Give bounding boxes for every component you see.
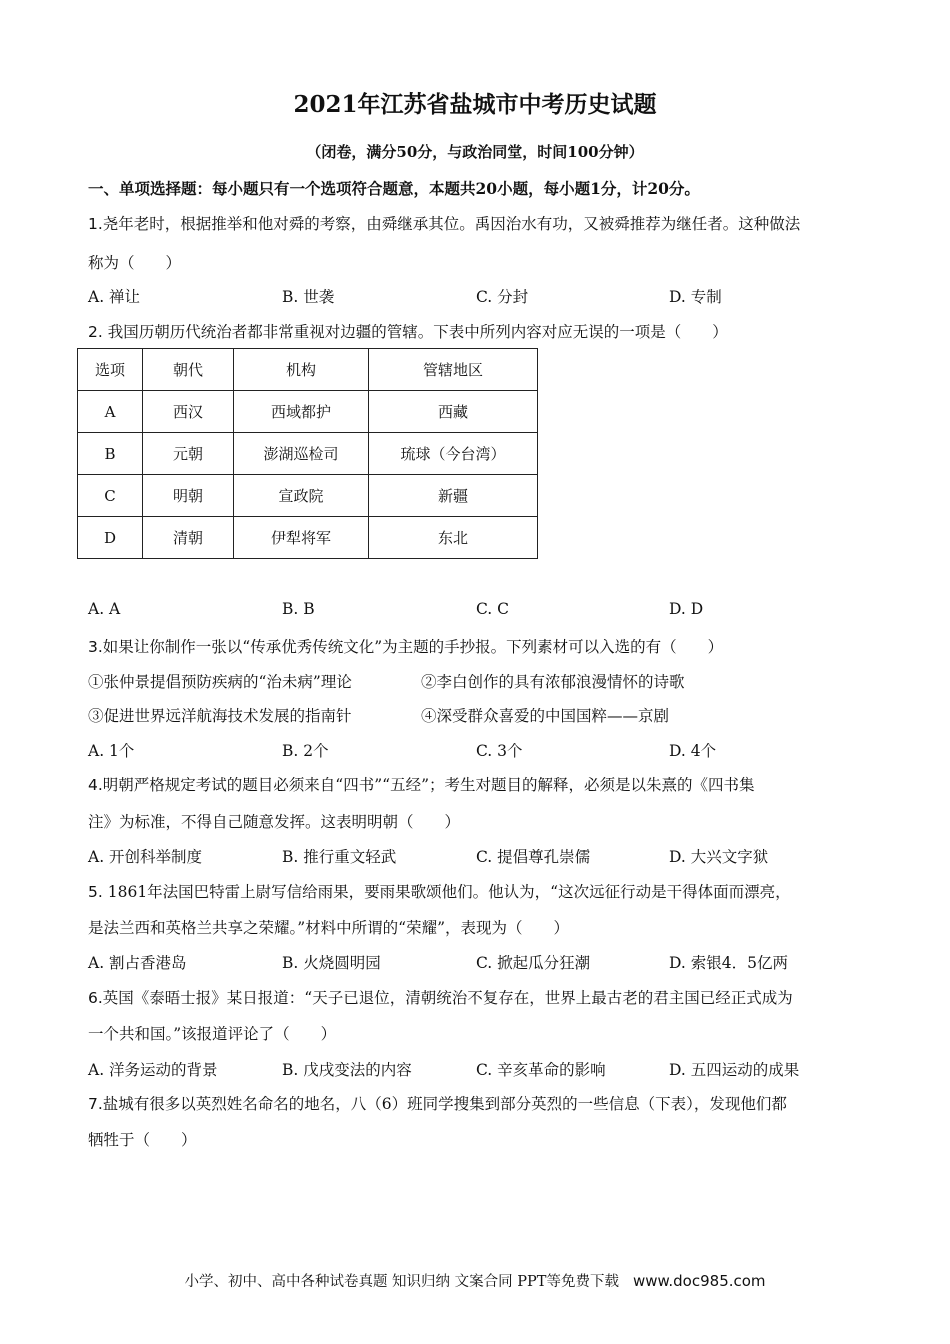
table-cell: 新疆 [369, 475, 538, 517]
table-cell: 宣政院 [234, 475, 369, 517]
table-cell: D [78, 517, 143, 559]
table-cell: 伊犁将军 [234, 517, 369, 559]
question-6-line-2: 一个共和国。”该报道评论了（ ） [88, 1025, 337, 1043]
question-7-line-1 [88, 1092, 787, 1114]
q1-option-a: A. 禅让 [88, 288, 141, 306]
footer-link[interactable]: www.doc985.com [632, 1272, 766, 1290]
q3-item-1: ①张仲景提倡预防疾病的“治未病”理论 [88, 673, 352, 691]
q3-item-3: ③促进世界远洋航海技术发展的指南针 [88, 707, 352, 725]
q2-option-c: C. C [476, 600, 510, 618]
question-text: 我国历朝历代统治者都非常重视对边疆的管辖。下表中所列内容对应无误的一项是（ ） [107, 323, 728, 341]
question-5-line-1 [88, 880, 791, 902]
question-text: 明朝严格规定考试的题目必须来自“四书”“五经”；考生对题目的解释，必须是以朱熹的《四书集 [102, 776, 755, 794]
question-2-line-1 [88, 320, 728, 342]
question-text: 英国《泰晤士报》某日报道：“天子已退位，清朝统治不复存在，世界上最古老的君主国已经正式成为 [102, 989, 793, 1007]
footer-text: 小学、初中、高中各种试卷真题 知识归纳 文案合同 PPT等免费下载 [184, 1274, 619, 1290]
table-cell: B [78, 433, 143, 475]
q5-option-b: B. 火烧圆明园 [282, 954, 381, 972]
table-row [78, 475, 538, 517]
question-1-line-1 [88, 212, 800, 234]
q1-option-d: D. 专制 [669, 288, 722, 306]
question-number: 7. [88, 1095, 103, 1113]
table-row [78, 391, 538, 433]
q3-option-d: D. 4个 [669, 742, 717, 760]
question-text: 盐城有很多以英烈姓名命名的地名，八（6）班同学搜集到部分英烈的一些信息（下表），发现他们都 [102, 1095, 787, 1113]
q5-option-c: C. 掀起瓜分狂潮 [476, 954, 591, 972]
page-footer [0, 1270, 950, 1291]
q4-option-a: A. 开创科举制度 [88, 848, 203, 866]
question-7-line-2: 牺牲于（ ） [88, 1131, 197, 1149]
question-text: 1861年法国巴特雷上尉写信给雨果，要雨果歌颂他们。他认为，“这次远征行动是干得体面而漂亮， [107, 883, 791, 901]
q6-option-a: A. 洋务运动的背景 [88, 1061, 218, 1079]
q4-option-d: D. 大兴文字狱 [669, 848, 769, 866]
table-cell: 西汉 [143, 391, 234, 433]
q5-option-a: A. 割占香港岛 [88, 954, 187, 972]
q2-option-a: A. A [88, 600, 121, 618]
q1-option-b: B. 世袭 [282, 288, 335, 306]
q1-option-c: C. 分封 [476, 288, 529, 306]
q3-item-4: ④深受群众喜爱的中国国粹——京剧 [421, 707, 670, 725]
table-header-cell: 机构 [234, 349, 369, 391]
table-cell: 西藏 [369, 391, 538, 433]
question-6-line-1 [88, 986, 793, 1008]
table-cell: 琉球（今台湾） [369, 433, 538, 475]
table-cell: A [78, 391, 143, 433]
question-4-line-2: 注》为标准，不得自己随意发挥。这表明明朝（ ） [88, 813, 461, 831]
q3-option-b: B. 2个 [282, 742, 329, 760]
table-header-cell: 选项 [78, 349, 143, 391]
table-row [78, 517, 538, 559]
table-header-cell: 管辖地区 [369, 349, 538, 391]
q3-option-c: C. 3个 [476, 742, 523, 760]
table-row [78, 433, 538, 475]
q4-option-b: B. 推行重文轻武 [282, 848, 397, 866]
q2-option-d: D. D [669, 600, 704, 618]
question-5-line-2: 是法兰西和英格兰共享之荣耀。”材料中所谓的“荣耀”，表现为（ ） [88, 919, 570, 937]
q2-option-b: B. B [282, 600, 315, 618]
section-heading: 一、单项选择题：每小题只有一个选项符合题意，本题共20小题，每小题1分，计20分。 [88, 179, 700, 198]
table-header-row [78, 349, 538, 391]
question-text: 如果让你制作一张以“传承优秀传统文化”为主题的手抄报。下列素材可以入选的有（ ） [102, 638, 724, 656]
q5-option-d: D. 索银4．5亿两 [669, 954, 788, 972]
table-cell: 清朝 [143, 517, 234, 559]
q2-table [77, 348, 538, 559]
question-4-line-1 [88, 773, 755, 795]
q6-option-b: B. 戊戌变法的内容 [282, 1061, 412, 1079]
exam-subtitle: （闭卷，满分50分，与政治同堂，时间100分钟） [306, 143, 644, 161]
question-number: 1. [88, 215, 103, 233]
question-number: 6. [88, 989, 103, 1007]
question-number: 3. [88, 638, 103, 656]
q3-item-2: ②李白创作的具有浓郁浪漫情怀的诗歌 [421, 673, 685, 691]
q4-option-c: C. 提倡尊孔崇儒 [476, 848, 591, 866]
question-number: 5. [88, 883, 103, 901]
table-cell: 西域都护 [234, 391, 369, 433]
table-cell: 元朝 [143, 433, 234, 475]
table-cell: 东北 [369, 517, 538, 559]
q3-option-a: A. 1个 [88, 742, 135, 760]
question-3-line-1 [88, 635, 723, 657]
question-number: 2. [88, 323, 103, 341]
table-cell: 澎湖巡检司 [234, 433, 369, 475]
q6-option-c: C. 辛亥革命的影响 [476, 1061, 606, 1079]
q6-option-d: D. 五四运动的成果 [669, 1061, 800, 1079]
question-number: 4. [88, 776, 103, 794]
table-cell: C [78, 475, 143, 517]
question-text: 尧年老时，根据推举和他对舜的考察，由舜继承其位。禹因治水有功，又被舜推荐为继任者。这种做法 [102, 215, 801, 233]
table-header-cell: 朝代 [143, 349, 234, 391]
page-title: 2021年江苏省盐城市中考历史试题 [293, 91, 657, 118]
question-1-line-2: 称为（ ） [88, 254, 182, 272]
table-cell: 明朝 [143, 475, 234, 517]
